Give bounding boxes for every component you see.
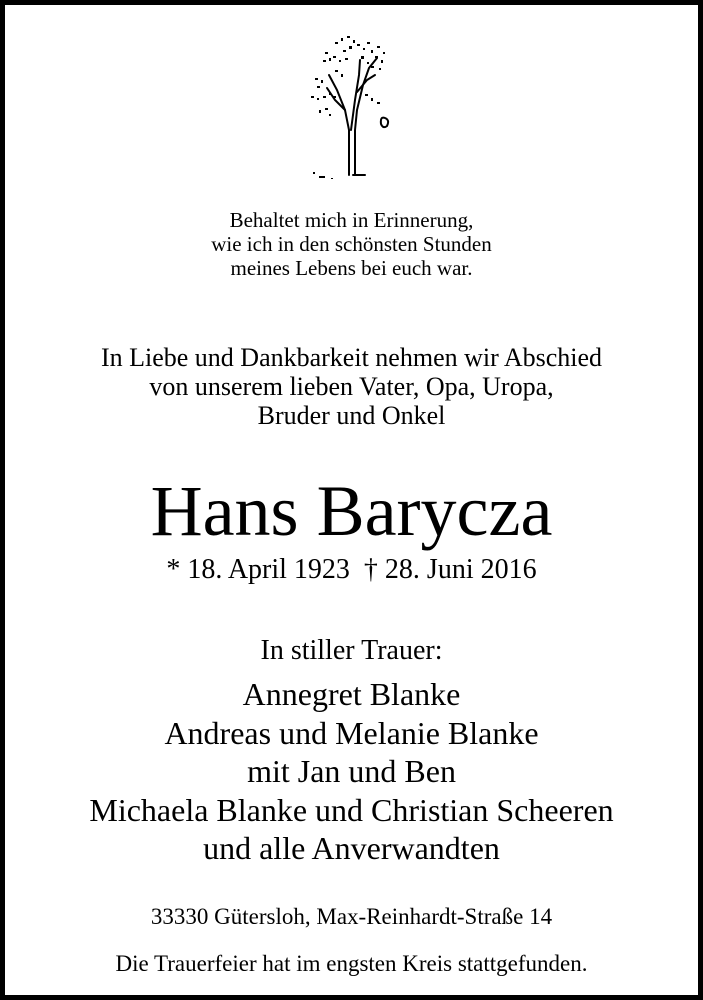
verse-line: meines Lebens bei euch war. (230, 256, 473, 280)
life-dates: * 18. April 1923 † 28. Juni 2016 (166, 554, 537, 585)
deceased-name: Hans Barycza (150, 471, 553, 551)
funeral-note: Die Trauerfeier hat im engsten Kreis stattgefunden. (115, 951, 588, 976)
mourners-list (5, 675, 698, 868)
mourner-line: Michaela Blanke und Christian Scheeren (89, 791, 614, 828)
verse-line: wie ich in den schönsten Stunden (211, 232, 492, 256)
intro-line: von unserem lieben Vater, Opa, Uropa, (149, 372, 554, 401)
intro-line: In Liebe und Dankbarkeit nehmen wir Abschied (100, 343, 603, 372)
mourner-line: Andreas und Melanie Blanke (164, 714, 539, 751)
family-address: 33330 Gütersloh, Max-Reinhardt-Straße 14 (150, 904, 553, 929)
mourner-line: mit Jan und Ben (247, 753, 456, 789)
mourners-heading: In stiller Trauer: (260, 635, 443, 666)
tree-drawing-icon (305, 30, 405, 180)
mourner-line: und alle Anverwandten (203, 830, 500, 866)
mourner-line: Annegret Blanke (242, 676, 461, 712)
verse-line: Behaltet mich in Erinnerung, (229, 208, 474, 232)
memorial-verse (5, 208, 698, 280)
farewell-intro (5, 343, 698, 430)
intro-line: Bruder und Onkel (257, 401, 446, 430)
